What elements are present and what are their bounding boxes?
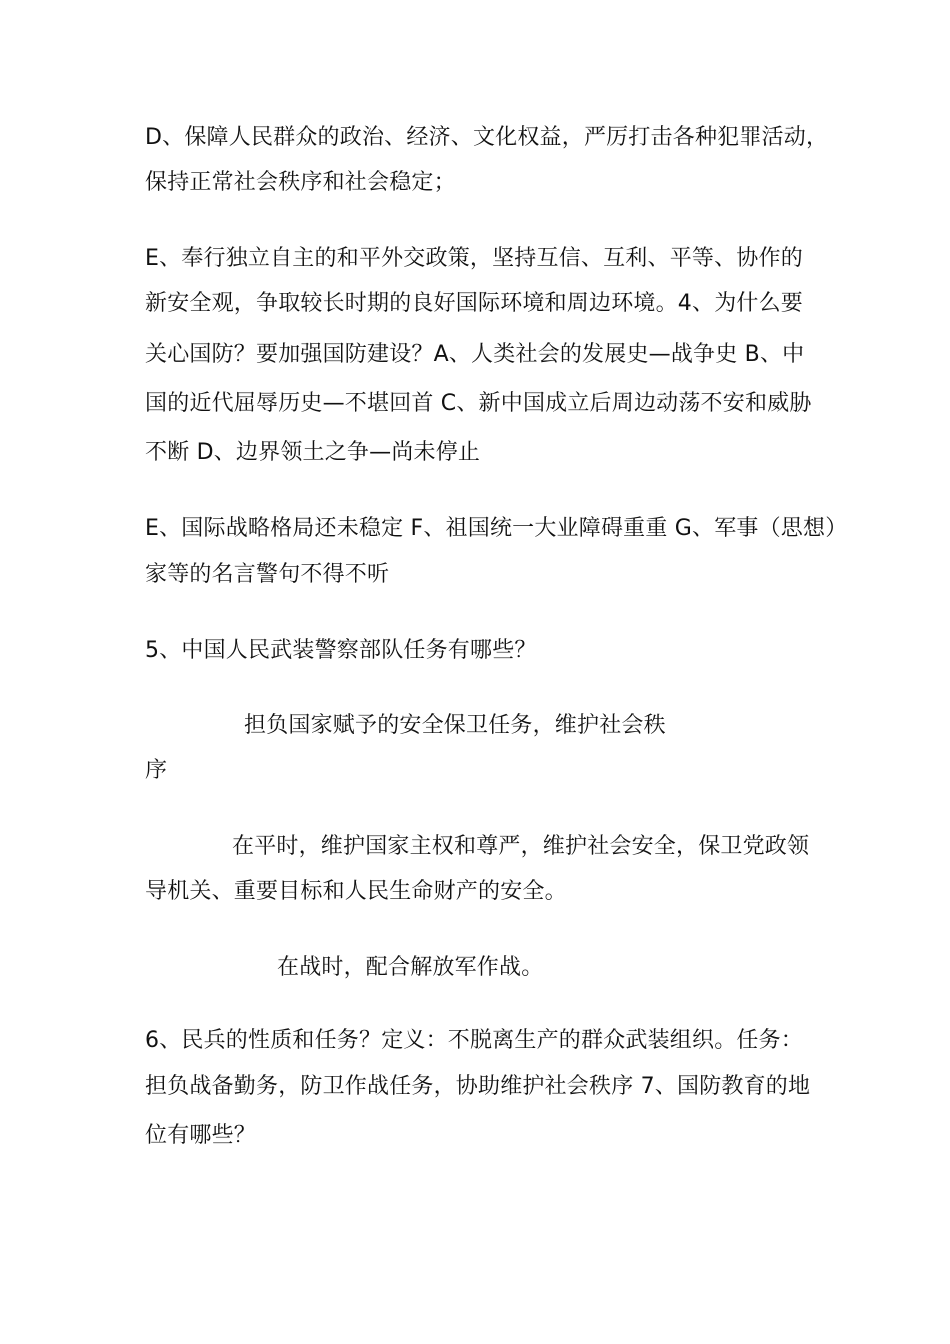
question-6-line-2: 担负战备勤务，防卫作战任务，协助维护社会秩序 7、国防教育的地 xyxy=(145,1074,811,1099)
task-2-line-2: 导机关、重要目标和人民生命财产的安全。 xyxy=(145,879,567,904)
task-1-line-1: 担负国家赋予的安全保卫任务，维护社会秩 xyxy=(244,713,666,738)
text-line-e-paragraph-5: 不断 D、边界领土之争—尚未停止 xyxy=(145,440,481,465)
text-line-e-paragraph-4: 国的近代屈辱历史—不堪回首 C、新中国成立后周边动荡不安和威胁 xyxy=(145,391,812,416)
task-3-line: 在战时，配合解放军作战。 xyxy=(277,955,544,980)
task-1-line-2: 序 xyxy=(145,758,168,783)
question-6-line-3: 位有哪些？ xyxy=(145,1123,257,1148)
text-line-reasons-1: E、国际战略格局还未稳定 F、祖国统一大业障碍重重 G、军事（思想） xyxy=(145,516,848,541)
text-line-d-paragraph-1: D、保障人民群众的政治、经济、文化权益，严厉打击各种犯罪活动， xyxy=(145,125,829,150)
text-line-e-paragraph-2: 新安全观，争取较长时期的良好国际环境和周边环境。4、为什么要 xyxy=(145,291,803,316)
question-6-line-1: 6、民兵的性质和任务？定义：不脱离生产的群众武装组织。任务： xyxy=(145,1028,803,1053)
text-line-e-paragraph-1: E、奉行独立自主的和平外交政策，坚持互信、互利、平等、协作的 xyxy=(145,246,803,271)
question-5-heading: 5、中国人民武装警察部队任务有哪些？ xyxy=(145,638,537,663)
text-line-d-paragraph-2: 保持正常社会秩序和社会稳定； xyxy=(145,170,456,195)
task-2-line-1: 在平时，维护国家主权和尊严，维护社会安全，保卫党政领 xyxy=(232,834,810,859)
text-line-reasons-2: 家等的名言警句不得不听 xyxy=(145,562,390,587)
text-line-e-paragraph-3: 关心国防？要加强国防建设？A、人类社会的发展史—战争史 B、中 xyxy=(145,342,805,367)
